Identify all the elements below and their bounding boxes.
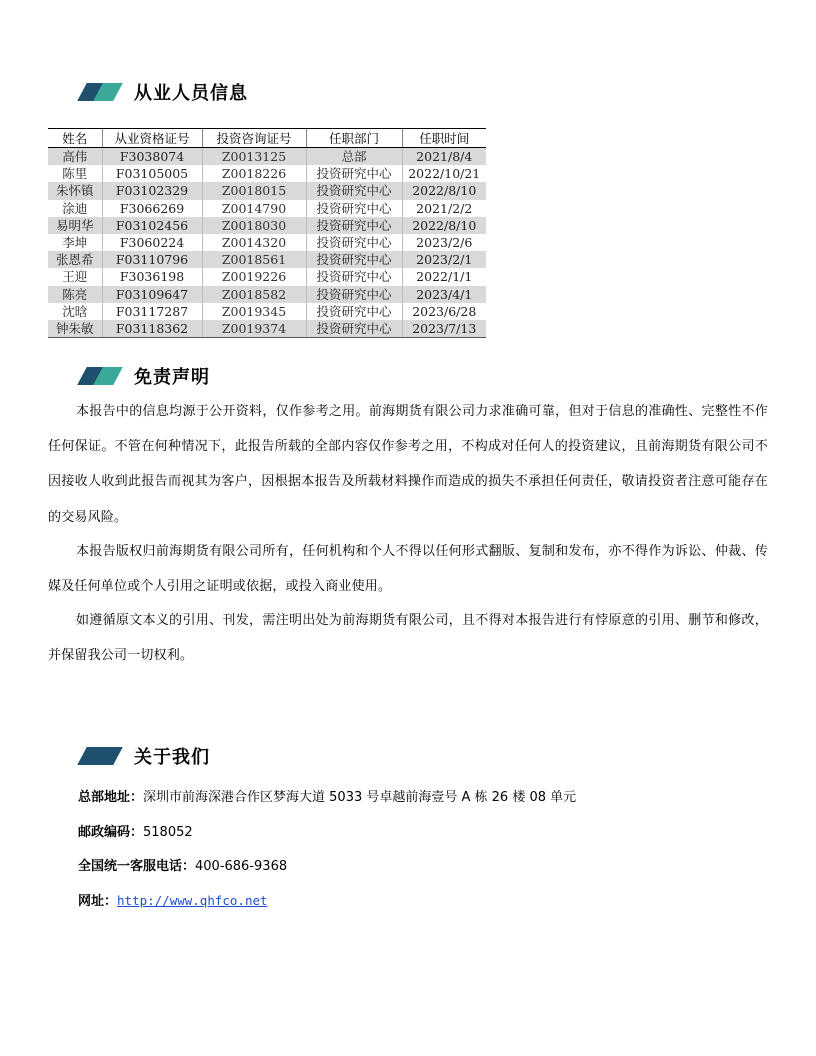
cell-department: 投资研究中心	[306, 165, 402, 182]
cell-date: 2023/2/1	[402, 251, 486, 268]
table-row	[48, 182, 486, 199]
cell-consulting: Z0018561	[202, 251, 306, 268]
website-line	[78, 890, 268, 909]
disclaimer-paragraph-3: 如遵循原文本义的引用、刊发，需注明出处为前海期货有限公司，且不得对本报告进行有悖原意的引用、删节和修改，并保留我公司一切权利。	[48, 613, 768, 664]
cell-date: 2023/6/28	[402, 303, 486, 320]
cell-consulting: Z0014320	[202, 234, 306, 251]
cell-department: 投资研究中心	[306, 234, 402, 251]
staff-table-header-row	[48, 129, 486, 148]
cell-qualification: F03109647	[102, 286, 202, 303]
cell-date: 2021/2/2	[402, 200, 486, 217]
table-row	[48, 303, 486, 320]
cell-qualification: F3060224	[102, 234, 202, 251]
column-header-qualification: 从业资格证号	[102, 129, 202, 148]
column-header-date: 任职时间	[402, 129, 486, 148]
about-section-title: 关于我们	[134, 747, 210, 768]
section-banner-icon	[78, 83, 124, 101]
cell-consulting: Z0018030	[202, 217, 306, 234]
table-row	[48, 148, 486, 166]
section-banner-icon	[78, 367, 124, 385]
cell-name: 易明华	[48, 217, 102, 234]
cell-qualification: F03118362	[102, 320, 202, 338]
cell-name: 朱怀镇	[48, 182, 102, 199]
column-header-name: 姓名	[48, 129, 102, 148]
cell-date: 2021/8/4	[402, 148, 486, 166]
cell-name: 张恩希	[48, 251, 102, 268]
cell-consulting: Z0014790	[202, 200, 306, 217]
cell-consulting: Z0019374	[202, 320, 306, 338]
cell-department: 投资研究中心	[306, 251, 402, 268]
postcode-line	[78, 821, 193, 840]
cell-department: 投资研究中心	[306, 268, 402, 285]
cell-qualification: F3066269	[102, 200, 202, 217]
cell-consulting: Z0018226	[202, 165, 306, 182]
cell-department: 投资研究中心	[306, 217, 402, 234]
table-row	[48, 320, 486, 338]
phone-line	[78, 855, 287, 874]
cell-department: 投资研究中心	[306, 303, 402, 320]
cell-date: 2022/8/10	[402, 217, 486, 234]
cell-name: 陈亮	[48, 286, 102, 303]
cell-name: 钟朱敏	[48, 320, 102, 338]
postcode-value: 518052	[143, 825, 193, 840]
address-value: 深圳市前海深港合作区梦海大道 5033 号卓越前海壹号 A 栋 26 楼 08 单元	[143, 790, 577, 805]
cell-date: 2023/7/13	[402, 320, 486, 338]
phone-value: 400-686-9368	[195, 859, 288, 874]
table-row	[48, 234, 486, 251]
cell-name: 王迎	[48, 268, 102, 285]
cell-name: 涂迪	[48, 200, 102, 217]
cell-date: 2022/8/10	[402, 182, 486, 199]
section-banner-icon	[78, 747, 124, 765]
table-row	[48, 251, 486, 268]
column-header-department: 任职部门	[306, 129, 402, 148]
table-row	[48, 165, 486, 182]
cell-consulting: Z0019345	[202, 303, 306, 320]
cell-department: 投资研究中心	[306, 286, 402, 303]
table-row	[48, 268, 486, 285]
cell-qualification: F03117287	[102, 303, 202, 320]
cell-qualification: F03110796	[102, 251, 202, 268]
website-label: 网址：	[78, 894, 118, 909]
website-link[interactable]: http://www.qhfco.net	[117, 893, 268, 908]
table-row	[48, 200, 486, 217]
column-header-consulting: 投资咨询证号	[202, 129, 306, 148]
table-row	[48, 286, 486, 303]
cell-department: 投资研究中心	[306, 320, 402, 338]
phone-label: 全国统一客服电话：	[78, 859, 196, 874]
staff-section-title: 从业人员信息	[134, 83, 248, 104]
cell-consulting: Z0018582	[202, 286, 306, 303]
cell-date: 2022/10/21	[402, 165, 486, 182]
address-line	[78, 786, 576, 805]
cell-qualification: F3036198	[102, 268, 202, 285]
staff-section-header	[78, 80, 248, 104]
cell-date: 2023/2/6	[402, 234, 486, 251]
cell-qualification: F03102456	[102, 217, 202, 234]
cell-qualification: F03105005	[102, 165, 202, 182]
cell-date: 2023/4/1	[402, 286, 486, 303]
cell-department: 总部	[306, 148, 402, 166]
cell-date: 2022/1/1	[402, 268, 486, 285]
cell-department: 投资研究中心	[306, 182, 402, 199]
cell-consulting: Z0013125	[202, 148, 306, 166]
table-row	[48, 217, 486, 234]
disclaimer-section-title: 免责声明	[134, 367, 210, 388]
cell-consulting: Z0019226	[202, 268, 306, 285]
disclaimer-paragraph-1: 本报告中的信息均源于公开资料，仅作参考之用。前海期货有限公司力求准确可靠，但对于信息的准确性、完整性不作任何保证。不管在何种情况下，此报告所载的全部内容仅作参考之用，不构成对任何人的投资建议，且前海期货有限公司不因接收人收到此报告而视其为客户，因根据本报告及所载材料操作而造成的损失不承担任何责任，敬请投资者注意可能存在的交易风险。	[48, 404, 768, 525]
cell-name: 沈晗	[48, 303, 102, 320]
cell-name: 李坤	[48, 234, 102, 251]
cell-department: 投资研究中心	[306, 200, 402, 217]
staff-table	[48, 128, 486, 338]
cell-qualification: F03102329	[102, 182, 202, 199]
disclaimer-section-header	[78, 364, 210, 388]
address-label: 总部地址：	[78, 790, 144, 805]
cell-consulting: Z0018015	[202, 182, 306, 199]
postcode-label: 邮政编码：	[78, 825, 144, 840]
about-section-header	[78, 744, 210, 768]
cell-name: 陈里	[48, 165, 102, 182]
cell-name: 高伟	[48, 148, 102, 166]
disclaimer-paragraph-2: 本报告版权归前海期货有限公司所有，任何机构和个人不得以任何形式翻版、复制和发布，亦不得作为诉讼、仲裁、传媒及任何单位或个人引用之证明或依据，或投入商业使用。	[48, 544, 768, 595]
cell-qualification: F3038074	[102, 148, 202, 166]
